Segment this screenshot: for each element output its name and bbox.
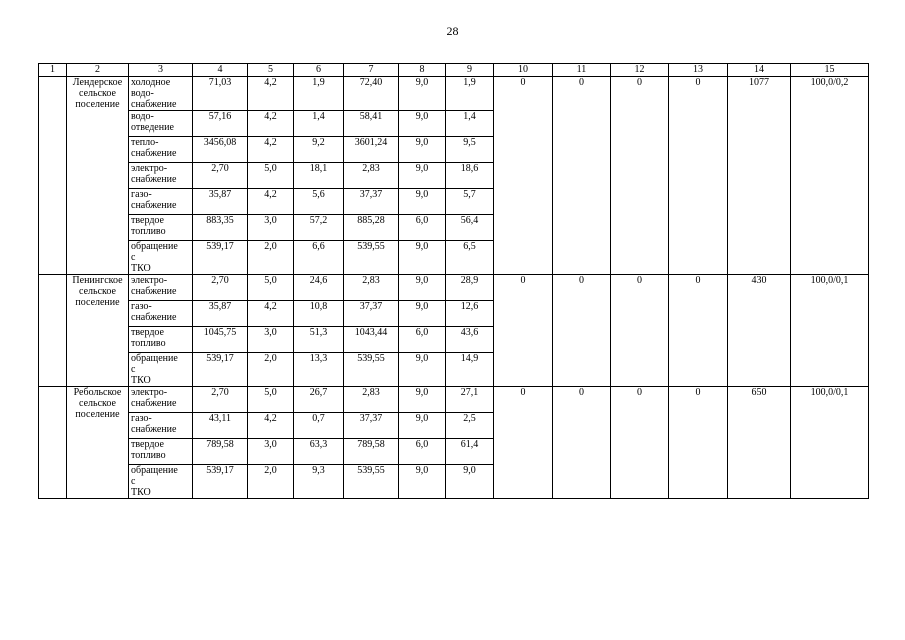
group-col10: 0 [494, 275, 553, 387]
group-index-cell [39, 77, 67, 275]
value-c7: 37,37 [344, 301, 399, 327]
group-col13: 0 [669, 275, 728, 387]
column-header-10: 10 [494, 64, 553, 77]
value-c8: 9,0 [399, 275, 446, 301]
value-c4: 71,03 [193, 77, 248, 111]
value-c9: 61,4 [446, 439, 494, 465]
group-col10: 0 [494, 387, 553, 499]
value-c7: 37,37 [344, 413, 399, 439]
value-c6: 26,7 [294, 387, 344, 413]
value-c6: 9,2 [294, 137, 344, 163]
service-name: электро- снабжение [129, 387, 193, 413]
group-col12: 0 [611, 77, 669, 275]
value-c9: 56,4 [446, 215, 494, 241]
value-c8: 9,0 [399, 241, 446, 275]
value-c6: 5,6 [294, 189, 344, 215]
value-c9: 5,7 [446, 189, 494, 215]
group-col14: 650 [728, 387, 791, 499]
value-c9: 27,1 [446, 387, 494, 413]
value-c5: 3,0 [248, 327, 294, 353]
value-c7: 539,55 [344, 353, 399, 387]
value-c4: 883,35 [193, 215, 248, 241]
page-number: 28 [446, 24, 459, 38]
service-name: тепло- снабжение [129, 137, 193, 163]
value-c5: 4,2 [248, 413, 294, 439]
value-c6: 6,6 [294, 241, 344, 275]
value-c5: 4,2 [248, 189, 294, 215]
value-c8: 6,0 [399, 215, 446, 241]
value-c8: 6,0 [399, 327, 446, 353]
column-header-5: 5 [248, 64, 294, 77]
value-c8: 9,0 [399, 163, 446, 189]
value-c8: 9,0 [399, 465, 446, 499]
service-name: обращение с ТКО [129, 465, 193, 499]
column-header-12: 12 [611, 64, 669, 77]
group-col13: 0 [669, 387, 728, 499]
value-c4: 2,70 [193, 275, 248, 301]
value-c4: 3456,08 [193, 137, 248, 163]
value-c7: 539,55 [344, 241, 399, 275]
group-col10: 0 [494, 77, 553, 275]
value-c6: 1,9 [294, 77, 344, 111]
table-row [39, 387, 869, 413]
column-header-9: 9 [446, 64, 494, 77]
value-c5: 5,0 [248, 275, 294, 301]
column-header-4: 4 [193, 64, 248, 77]
value-c6: 0,7 [294, 413, 344, 439]
column-header-15: 15 [791, 64, 869, 77]
column-header-14: 14 [728, 64, 791, 77]
value-c9: 1,9 [446, 77, 494, 111]
service-name: твердое топливо [129, 327, 193, 353]
column-header-2: 2 [67, 64, 129, 77]
group-col11: 0 [553, 387, 611, 499]
column-header-3: 3 [129, 64, 193, 77]
value-c5: 2,0 [248, 241, 294, 275]
value-c7: 58,41 [344, 111, 399, 137]
column-header-6: 6 [294, 64, 344, 77]
value-c9: 14,9 [446, 353, 494, 387]
value-c5: 3,0 [248, 439, 294, 465]
value-c9: 2,5 [446, 413, 494, 439]
value-c9: 18,6 [446, 163, 494, 189]
value-c7: 539,55 [344, 465, 399, 499]
service-name: электро- снабжение [129, 275, 193, 301]
value-c4: 35,87 [193, 189, 248, 215]
value-c8: 9,0 [399, 77, 446, 111]
value-c4: 2,70 [193, 163, 248, 189]
value-c7: 37,37 [344, 189, 399, 215]
value-c4: 1045,75 [193, 327, 248, 353]
value-c7: 2,83 [344, 387, 399, 413]
settlement-name: Ребольское сельское поселение [67, 387, 129, 499]
group-col15: 100,0/0,1 [791, 387, 869, 499]
table-row [39, 275, 869, 301]
group-col15: 100,0/0,2 [791, 77, 869, 275]
group-col12: 0 [611, 387, 669, 499]
value-c5: 5,0 [248, 163, 294, 189]
tariff-table [38, 63, 869, 499]
value-c5: 4,2 [248, 77, 294, 111]
value-c7: 3601,24 [344, 137, 399, 163]
value-c6: 9,3 [294, 465, 344, 499]
value-c8: 9,0 [399, 111, 446, 137]
value-c8: 9,0 [399, 353, 446, 387]
service-name: твердое топливо [129, 439, 193, 465]
service-name: газо- снабжение [129, 189, 193, 215]
settlement-name: Лендерское сельское поселение [67, 77, 129, 275]
service-name: твердое топливо [129, 215, 193, 241]
settlement-name: Пенингское сельское поселение [67, 275, 129, 387]
value-c6: 24,6 [294, 275, 344, 301]
value-c9: 6,5 [446, 241, 494, 275]
column-header-7: 7 [344, 64, 399, 77]
value-c7: 2,83 [344, 275, 399, 301]
service-name: обращение с ТКО [129, 241, 193, 275]
value-c8: 9,0 [399, 301, 446, 327]
value-c9: 28,9 [446, 275, 494, 301]
group-col15: 100,0/0,1 [791, 275, 869, 387]
table-row [39, 77, 869, 111]
service-name: водо- отведение [129, 111, 193, 137]
value-c4: 35,87 [193, 301, 248, 327]
value-c5: 4,2 [248, 301, 294, 327]
value-c6: 51,3 [294, 327, 344, 353]
value-c5: 2,0 [248, 465, 294, 499]
group-index-cell [39, 275, 67, 387]
value-c7: 885,28 [344, 215, 399, 241]
value-c8: 9,0 [399, 387, 446, 413]
value-c6: 10,8 [294, 301, 344, 327]
value-c4: 789,58 [193, 439, 248, 465]
table-body [39, 77, 869, 499]
header-row [39, 64, 869, 77]
value-c4: 539,17 [193, 465, 248, 499]
value-c5: 5,0 [248, 387, 294, 413]
value-c9: 43,6 [446, 327, 494, 353]
service-name: газо- снабжение [129, 301, 193, 327]
value-c5: 3,0 [248, 215, 294, 241]
value-c6: 57,2 [294, 215, 344, 241]
value-c4: 539,17 [193, 353, 248, 387]
value-c9: 12,6 [446, 301, 494, 327]
value-c9: 1,4 [446, 111, 494, 137]
group-col11: 0 [553, 275, 611, 387]
value-c6: 18,1 [294, 163, 344, 189]
value-c7: 789,58 [344, 439, 399, 465]
value-c8: 9,0 [399, 413, 446, 439]
column-header-11: 11 [553, 64, 611, 77]
value-c8: 9,0 [399, 137, 446, 163]
value-c9: 9,5 [446, 137, 494, 163]
value-c6: 63,3 [294, 439, 344, 465]
value-c5: 2,0 [248, 353, 294, 387]
group-index-cell [39, 387, 67, 499]
value-c5: 4,2 [248, 111, 294, 137]
service-name: холодное водо- снабжение [129, 77, 193, 111]
value-c6: 1,4 [294, 111, 344, 137]
value-c4: 43,11 [193, 413, 248, 439]
value-c4: 57,16 [193, 111, 248, 137]
group-col14: 430 [728, 275, 791, 387]
value-c4: 539,17 [193, 241, 248, 275]
group-col14: 1077 [728, 77, 791, 275]
service-name: электро- снабжение [129, 163, 193, 189]
value-c5: 4,2 [248, 137, 294, 163]
service-name: газо- снабжение [129, 413, 193, 439]
value-c7: 72,40 [344, 77, 399, 111]
service-name: обращение с ТКО [129, 353, 193, 387]
column-header-8: 8 [399, 64, 446, 77]
column-header-1: 1 [39, 64, 67, 77]
group-col12: 0 [611, 275, 669, 387]
value-c8: 9,0 [399, 189, 446, 215]
column-header-13: 13 [669, 64, 728, 77]
value-c8: 6,0 [399, 439, 446, 465]
value-c9: 9,0 [446, 465, 494, 499]
value-c4: 2,70 [193, 387, 248, 413]
group-col13: 0 [669, 77, 728, 275]
value-c7: 2,83 [344, 163, 399, 189]
value-c7: 1043,44 [344, 327, 399, 353]
group-col11: 0 [553, 77, 611, 275]
value-c6: 13,3 [294, 353, 344, 387]
